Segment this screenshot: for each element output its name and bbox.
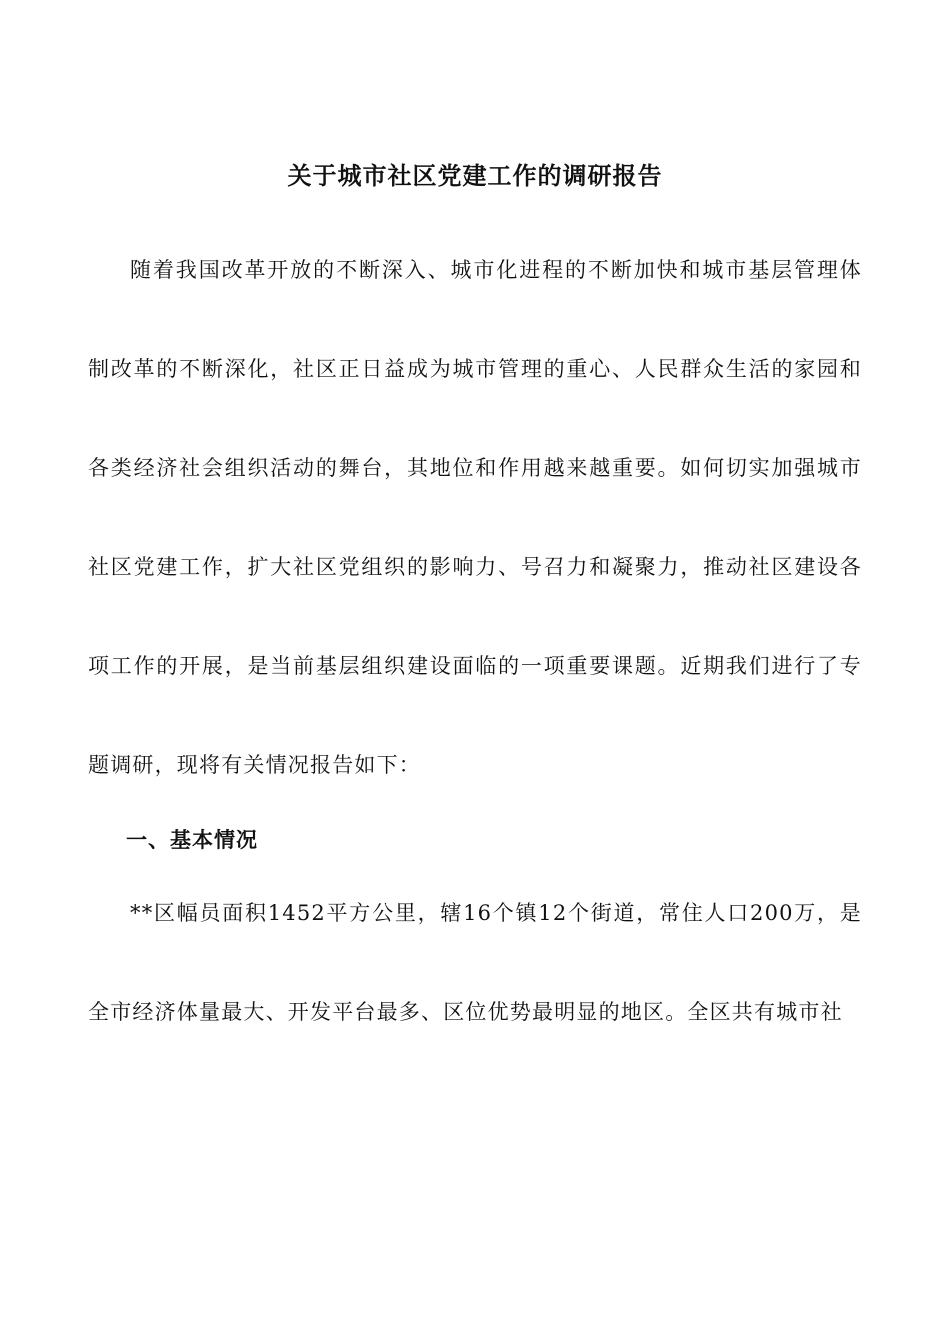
intro-paragraph: 随着我国改革开放的不断深入、城市化进程的不断加快和城市基层管理体制改革的不断深化，社区正日益成为城市管理的重心、人民群众生活的家园和各类经济社会组织活动的舞台，其地位和作用越来越重要。如何切实加强城市社区党建工作，扩大社区党组织的影响力、号召力和凝聚力，推动社区建设各项工作的开展，是当前基层组织建设面临的一项重要课题。近期我们进行了专题调研，现将有关情况报告如下：: [88, 258, 862, 777]
section-heading: 一、基本情况: [126, 827, 258, 852]
section-paragraph: **区幅员面积1452平方公里，辖16个镇12个街道，常住人口200万，是全市经济体量最大、开发平台最多、区位优势最明显的地区。全区共有城市社: [88, 901, 862, 1024]
document-title: 关于城市社区党建工作的调研报告: [287, 161, 663, 190]
